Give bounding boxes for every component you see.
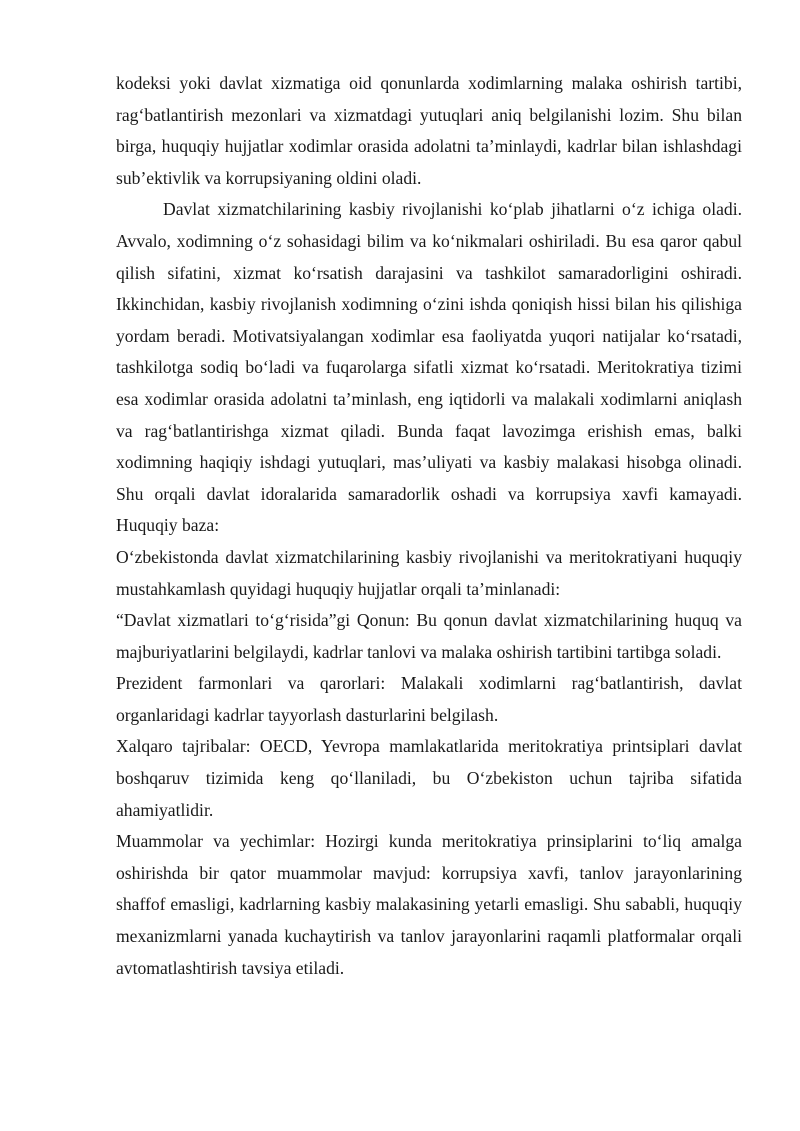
paragraph-legal-framework: O‘zbekistonda davlat xizmatchilarining kasbiy rivojlanishi va meritokratiyani huquqiy mustahkamlash quyidagi huquqiy hujjatlar orqali ta’minlanadi: (116, 546, 742, 599)
paragraph-civil-service-law: “Davlat xizmatlari to‘g‘risida”gi Qonun: Bu qonun davlat xizmatchilarining huquq va majburiyatlarini belgilaydi, kadrlar tanlovi va malaka oshirish tartibini tartibga soladi. (116, 610, 742, 662)
document-body (116, 68, 742, 984)
paragraph-problems-solutions: Muammolar va yechimlar: Hozirgi kunda meritokratiya prinsiplarini to‘liq amalga oshirishda bir qator muammolar mavjud: korrupsiya xavfi, tanlov jarayonlarining shaffof emasligi, kadrlarning kasbiy malakasining yetarli emasligi. Shu sababli, huquqiy mexanizmlarni yanada kuchaytirish va tanlov jarayonlarini raqamli platformalar orqali avtomatlashtirish tavsiya etiladi. (116, 831, 742, 978)
paragraph-international-experience: Xalqaro tajribalar: OECD, Yevropa mamlakatlarida meritokratiya printsiplari davlat boshqaruv tizimida keng qo‘llaniladi, bu O‘zbekiston uchun tajriba sifatida ahamiyatlidir. (116, 736, 742, 820)
paragraph-professional-development: Davlat xizmatchilarining kasbiy rivojlanishi ko‘plab jihatlarni o‘z ichiga oladi. Avvalo, xodimning o‘z sohasidagi bilim va ko‘nikmalari oshiriladi. Bu esa qaror qabul qilish sifatini, xizmat ko‘rsatish darajasini va tashkilot samaradorligini oshiradi. Ikkinchidan, kasbiy rivojlanish xodimning o‘zini ishda qoniqish hissi bilan his qilishiga yordam beradi. Motivatsiyalangan xodimlar esa faoliyatda yuqori natijalar ko‘rsatadi, tashkilotga sodiq bo‘ladi va fuqarolarga sifatli xizmat ko‘rsatadi. Meritokratiya tizimi esa xodimlar orasida adolatni ta’minlash, eng iqtidorli va malakali xodimlarni aniqlash va rag‘batlantirishga xizmat qiladi. Bunda faqat lavozimga erishish emas, balki xodimning haqiqiy ishdagi yutuqlari, mas’uliyati va kasbiy malakasi hisobga olinadi. Shu orqali davlat idoralarida samaradorlik oshadi va korrupsiya xavfi kamayadi. Huquqiy baza: (116, 199, 742, 536)
paragraph-intro-continuation: kodeksi yoki davlat xizmatiga oid qonunlarda xodimlarning malaka oshirish tartibi, rag‘batlantirish mezonlari va xizmatdagi yutuqlari aniq belgilanishi lozim. Shu bilan birga, huquqiy hujjatlar xodimlar orasida adolatni ta’minlaydi, kadrlar bilan ishlashdagi sub’ektivlik va korrupsiyaning oldini oladi. (116, 73, 742, 188)
paragraph-presidential-decrees: Prezident farmonlari va qarorlari: Malakali xodimlarni rag‘batlantirish, davlat organlaridagi kadrlar tayyorlash dasturlarini belgilash. (116, 673, 742, 725)
